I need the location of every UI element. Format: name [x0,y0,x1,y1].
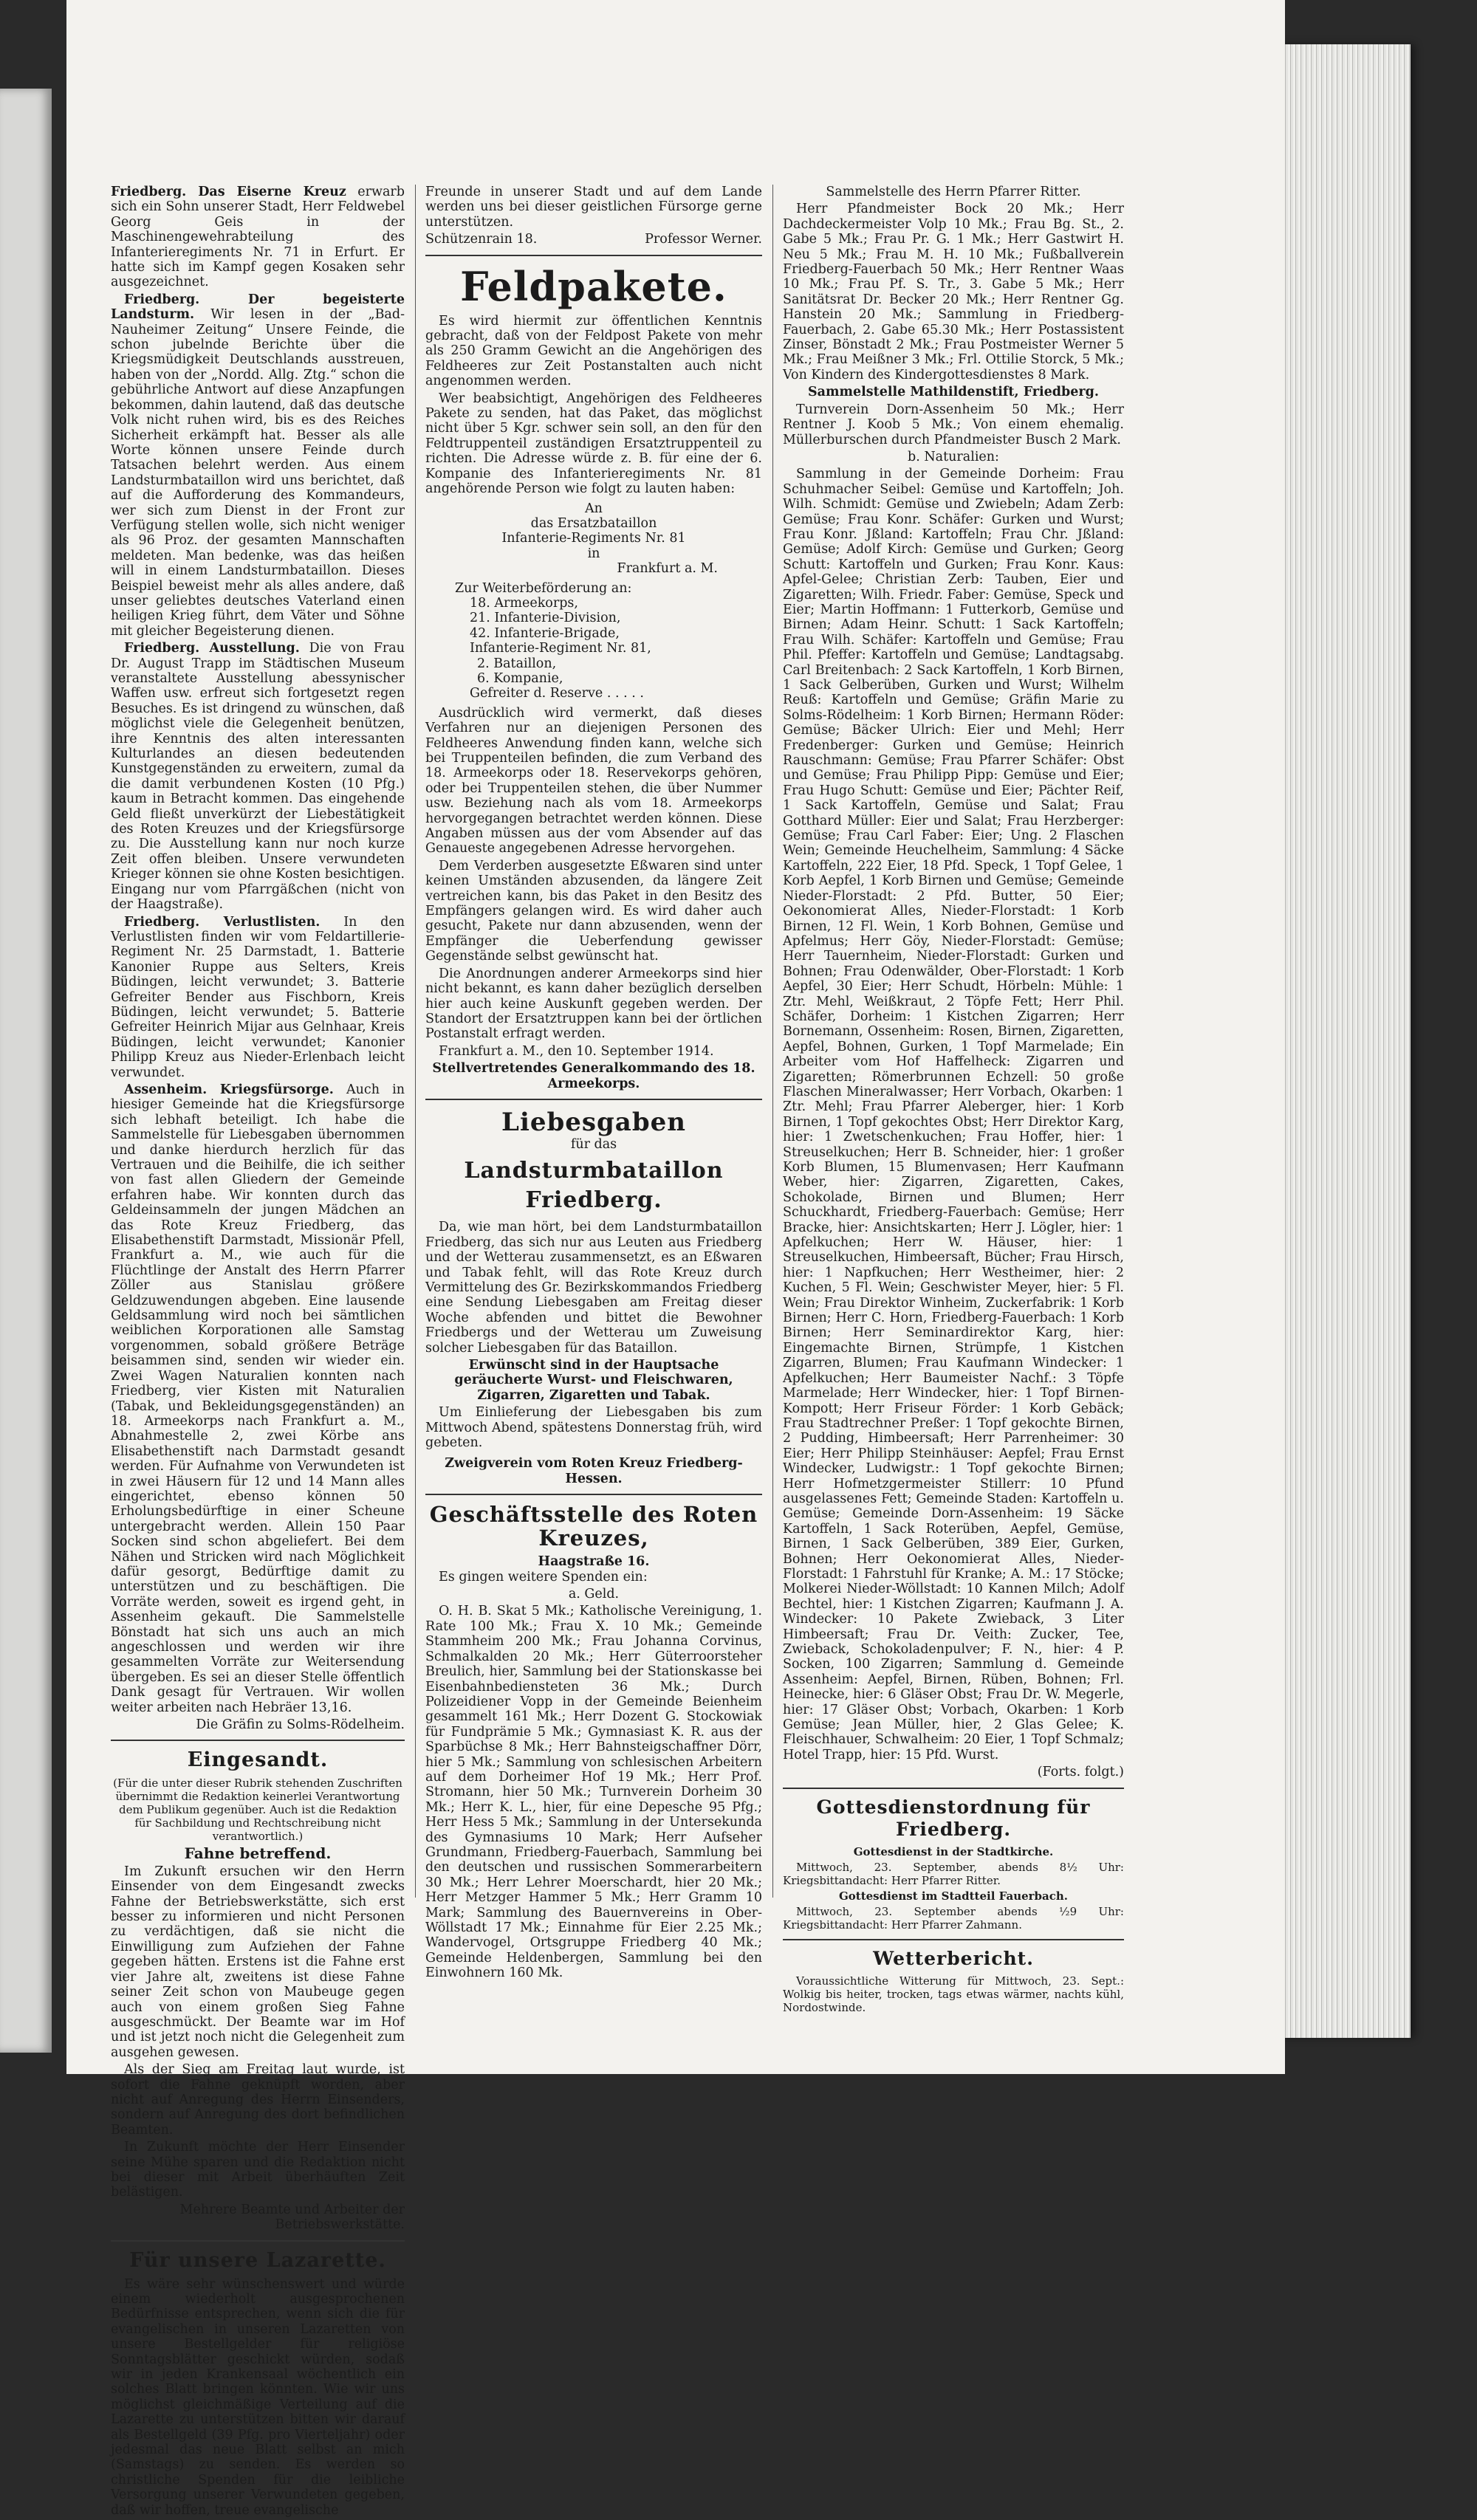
article-text: In den Verlustlisten finden wir vom Feldartillerie-Regiment Nr. 25 Darmstadt, 1. Batterie Kanonier Ruppe aus Selters, Kreis Büdingen, leicht verwundet; 3. Batterie Gefreiter Bender aus Fischborn, Kreis Büdingen, leicht verwundet; 5. Batterie Gefreiter Heinrich Mijar aus Gelnhaar, Kreis Büdingen, leicht verwundet; Kanonier Philipp Kreuz aus Nieder-Erlenbach leicht verwundet. [111,914,405,1080]
section-divider [111,2240,405,2242]
collection-list: Turnverein Dorn-Assenheim 50 Mk.; Herr Rentner J. Koob 5 Mk.; Von einem ehemalig. Müllerburschen durch Pfandmeister Busch 2 Mark. [783,402,1124,447]
donations-subheading: a. Geld. [568,1587,620,1602]
article-heading: Friedberg. Der begeisterte Landsturm. [111,292,405,323]
section-title-wetterbericht: Wetterbericht. [873,1947,1034,1969]
section-title-geschaeftsstelle: Geschäftsstelle des Roten Kreuzes, [429,1502,758,1551]
article-text: Auch in hiesiger Gemeinde hat die Kriegsfürsorge sich lebhaft beteiligt. Ich habe die Sammelstelle für Liebesgaben übernommen und danke hierdurch herzlich für das Vertrauen und die Beihilfe, die ich seither von fast allen Gliedern der Gemeinde erfahren habe. Wir konnten durch das Geldeinsammeln der jungen Mädchen an das Rote Kreuz Friedberg, das Elisabethenstift Darmstadt, Missionär Pfell, Frankfurt a. M., wie auch für die Flüchtlinge der Anstalt des Herrn Pfarrer Zöller aus Stanislau größere Geldzuwendungen abgeben. Eine lausende Geldsammlung wird noch bei sämtlichen weiblichen Korporationen alle Samstag vorgenommen, sobald größere Beträge beisammen sind, senden wir wieder ein. Zwei Wagen Naturalien konnten nach Friedberg, vier Kisten mit Naturalien (Tabak, und Bekleidungsgegenständen) an 18. Armeekorps nach Frankfurt a. M., Abnahmestelle 2, zwei Körbe ans Elisabethenstift nach Darmstadt gesandt werden. Für Aufnahme von Verwundeten ist in zwei Häusern für 12 und 14 Mann alles eingerichtet, ebenso können 50 Erholungsbedürftige in einer Scheune untergebracht werden. Allein 150 Paar Socken sind schon abgeliefert. Bei dem Nähen und Stricken wird nach Möglichkeit dafür gesorgt, Bedürftige damit zu unterstützen und zu beschäftigen. Die Vorräte werden, soweit es irgend geht, in Assenheim gekauft. Die Sammelstelle Bönstadt hat sich uns auch an mich angeschlossen und werden wir ihre gesammelten Vorräte zur Weitersendung übergeben. Es sei an dieser Stelle öffentlich Dank gesagt für Vertrauen. Wir wollen weiter arbeiten nach Hebräer 13,16. [111,1082,405,1715]
collection-subheading: b. Naturalien: [908,449,999,464]
article-text: Wir lesen in der „Bad-Nauheimer Zeitung“ Unsere Feinde, die schon jubelnde Berichte über die Kriegsmüdigkeit Deutschlands ausstreuen, haben von der „Nordd. Allg. Ztg.“ schon die gebührliche Antwort auf diese Anzapfungen bekommen, dahin lautend, daß das deutsche Volk nicht ruhen wird, bis es des Reiches Sicherheit erkämpft hat. Besser als alle Worte können unsere Feinde durch Tatsachen belehrt werden. Aus einem Landsturmbataillon wird uns berichtet, daß auf die Aufforderung des Kommandeurs, wer sich zum Dienst in der Front zur Verfügung stellen wolle, sich nicht weniger als 96 Proz. der gesamten Mannschaften meldeten. Man bedenke, was das heißen will in einem Landsturmbataillon. Dieses Beispiel beweist mehr als alles andere, daß unser geliebtes deutsches Vaterland einen heiligen Krieg führt, dem Väter und Söhne mit gleicher Begeisterung dienen. [111,307,405,639]
article-signature: Die Gräfin zu Solms-Rödelheim. [196,1717,405,1733]
collection-list: Herr Pfandmeister Bock 20 Mk.; Herr Dachdeckermeister Volp 10 Mk.; Frau Bg. St., 2. Gabe 5 Mk.; Frau Pr. G. 1 Mk.; Herr Gastwirt H. Neu 5 Mk.; Frau M. H. 10 Mk.; Fußballverein Friedberg-Fauerbach 50 Mk.; Herr Rentner Waas 10 Mk.; Frau Pf. S. Tr., 3. Gabe 5 Mk.; Herr Sanitätsrat Dr. Becker 20 Mk.; Herr Rentner Gg. Hanstein 20 Mk.; Sammlung in Friedberg-Fauerbach, 2. Gabe 65.30 Mk.; Herr Postassistent Zinser, Bönstadt 2 Mk.; Frau Postmeister Werner 5 Mk.; Frau Meißner 3 Mk.; Frl. Ottilie Storck, 5 Mk.; Von Kindern des Kindergottesdienstes 8 Mark. [783,202,1124,382]
section-divider [425,1494,762,1495]
notice-paragraph: Wer beabsichtigt, Angehörigen des Feldheeres Pakete zu senden, hat das Paket, das möglichst nicht über 5 Kgr. schwer sein soll, an den für den Feldtruppenteil zuständigen Ersatztruppenteil zu richten. Die Adresse würde z. B. für eine der 6. Kompanie des Infanterieregiments Nr. 81 angehörende Person wie folgt zu lauten haben: [425,391,762,497]
service-text: Mittwoch, 23. September abends ½9 Uhr: Kriegsbittandacht: Herr Pfarrer Zahmann. [783,1904,1124,1932]
forwarding-block [455,581,762,701]
letter-paragraph: In Zukunft möchte der Herr Einsender seine Mühe sparen und die Redaktion nicht bei dieser mit Arbeit überhäuften Zeit belästigen. [111,2140,405,2200]
editorial-note: (Für die unter dieser Rubrik stehenden Zuschriften übernimmt die Redaktion keinerlei Verantwortung dem Publikum gegenüber. Auch ist die Redaktion für Sachbildung und Rechtschreibung nicht verantwortlich.) [113,1776,402,1844]
section-title-feldpakete: Feldpakete. [460,262,727,310]
signature-place: Schützenrain 18. [425,232,538,247]
address-haagstrasse: Haagstraße 16. [538,1554,650,1570]
address-block [425,501,762,577]
signature-name: Professor Werner. [645,232,762,247]
article-ausstellung [111,641,405,912]
address-line: 18. Armeekorps, [470,595,578,611]
address-line: 2. Bataillon, [477,656,557,671]
section-title-liebesgaben: Liebesgaben [501,1107,686,1137]
subtitle-fuer-das: für das [570,1136,617,1152]
column-2 [425,185,762,1983]
section-title-gottesdienst: Gottesdienstordnung für Friedberg. [816,1796,1091,1840]
service-text: Mittwoch, 23. September, abends 8½ Uhr: Kriegsbittandacht: Herr Pfarrer Ritter. [783,1860,1124,1887]
article-heading: Assenheim. Kriegsfürsorge. [124,1082,334,1097]
section-divider [783,1788,1124,1789]
article-text: Es wäre sehr wünschenswert und würde einem wiederholt ausgesprochenen Bedürfnisse entsprechen, wenn sich die für evangelischen in unseren Lazaretten von unsere Bestellgelder für religiöse Sonntagsblätter geschickt würden, sodaß wir in jeden Krankensaal wöchentlich ein solches Blatt bringen könnten. Wie wir uns möglichst gleichmäßige Verteilung auf die Lazarette zu unterstützen bitten wir darauf als Bestellgeld (39 Pfg. pro Vierteljahr) oder jedesmal das neue Blatt selbst an mich (Samstags) zu senden. Es werden so christliche Spenden für die leibliche Versorgung unserer Verwundeten gegeben, daß wir hoffen, treue evangelische [111,2276,405,2518]
column-rule-1 [415,185,416,1898]
collection-list: Sammlung in der Gemeinde Dorheim: Frau Schuhmacher Seibel: Gemüse und Kartoffeln; Joh. Wilh. Schmidt: Gemüse und Zwiebeln; Adam Zerb: Gemüse; Frau Konr. Schäfer: Gurken und Wurst; Frau Konr. Jßland: Kartoffeln; Frau Chr. Jßland: Gemüse; Adolf Kirch: Gemüse und Gurken; Georg Schutt: Kartoffeln und Gurken; Frau Konr. Kaus: Apfel-Gelee; Christian Zerb: Tauben, Eier und Zigaretten; Wilh. Friedr. Faber: Gemüse, Speck und Eier; Martin Hoffmann: 1 Futterkorb, Gemüse und Birnen; Adam Heinr. Schutt: 1 Sack Kartoffeln; Frau Wilh. Schäfer: Kartoffeln und Gemüse; Frau Phil. Pfeffer: Kartoffeln und Gemüse; Landtagsabg. Carl Breitenbach: 2 Sack Kartoffeln, 1 Korb Birnen, 1 Sack Gelberüben, Gurken und Wurst; Wilhelm Reuß: Kartoffeln und Gemüse; Gräfin Marie zu Solms-Rödelheim: 1 Korb Birnen; Hermann Röder: Gemüse; Bäcker Ulrich: Eier und Mehl; Herr Fredenberger: Gurken und Gemüse; Heinrich Rauschmann: Gemüse; Frau Pfarrer Schäfer: Obst und Gemüse; Frau Philipp Pipp: Gemüse und Eier; Frau Hugo Schutt: Gemüse und Eier; Pächter Reif, 1 Sack Kartoffeln, Gemüse und Salat; Frau Gotthard Müller: Eier und Salat; Frau Herzberger: Gemüse; Frau Carl Faber: Eier; Ung. 2 Flaschen Wein; Gemeinde Heuchelheim, Sammlung: 4 Säcke Kartoffeln, 222 Eier, 18 Pfd. Speck, 1 Topf Gelee, 1 Korb Aepfel, 1 Korb Birnen und Gemüse; Gemeinde Nieder-Florstadt: 2 Pfd. Butter, 50 Eier; Oekonomierat Alles, Nieder-Florstadt: 1 Korb Birnen, 12 Fl. Wein, 1 Korb Bohnen, Gemüse und Apfelmus; Herr Göy, Nieder-Florstadt: Gemüse; Herr Tauernheim, Nieder-Florstadt: Gurken und Bohnen; Frau Odenwälder, Ober-Florstadt: 1 Korb Aepfel, 30 Eier; Herr Schudt, Hörbeln: Mühle: 1 Ztr. Mehl, Weißkraut, 2 Töpfe Fett; Herr Phil. Schäfer, Dorheim: 1 Kistchen Zigarren; Herr Bornemann, Ossenheim: Rosen, Birnen, Zigaretten, Aepfel, Bohnen, Gurken, 1 Topf Marmelade; Ein Arbeiter vom Hof Haffelheck: Zigarren und Zigaretten; Römerbrunnen Echzell: 50 große Flaschen Mineralwasser; Herr Vorbach, Okarben: 1 Ztr. Mehl; Frau Pfarrer Aleberger, hier: 1 Korb Birnen, 1 Topf gekochtes Obst; Herr Direktor Karg, hier: 1 Zwetschenkuchen; Frau Hoffer, hier: 1 Streuselkuchen; Herr B. Schneider, hier: 1 großer Korb Blumen, 15 Blumenvasen; Herr Kaufmann Weber, hier: Zigarren, Zigaretten, Cakes, Schokolade, Birnen und Blumen; Herr Schuckhardt, Friedberg-Fauerbach: Gemüse; Herr Bracke, hier: Ansichtskarten; Herr J. Lögler, hier: 1 Apfelkuchen; Herr W. Häuser, hier: 1 Streuselkuchen, Himbeersaft, Bücher; Frau Hirsch, hier: 1 Napfkuchen; Herr Westheimer, hier: 2 Kuchen, 5 Fl. Wein; Geschwister Meyer, hier: 5 Fl. Wein; Frau Direktor Winheim, Zuckerfabrik: 1 Korb Birnen; Herr C. Horn, Friedberg-Fauerbach: 1 Korb Birnen; Herr Seminardirektor Karg, hier: Eingemachte Birnen, Strümpfe, 1 Kistchen Zigarren, Blumen; Frau Kaufmann Windecker: 1 Apfelkuchen; Herr Baumeister Nachf.: 3 Töpfe Marmelade; Herr Windecker, hier: 1 Topf Birnen-Kompott; Herr Friseur Förder: 1 Korb Gebäck; Frau Stadtrechner Preßer: 1 Topf gekochte Birnen, 2 Pudding, Himbeersaft; Herr Parrenheimer: 30 Eier; Herr Philipp Steinhäuser: Aepfel; Frau Ernst Windecker, Ludwigstr.: 1 Topf gekochte Birnen; Herr Hofmetzgermeister Stillerr: 10 Pfund ausgelassenes Fett; Gemeinde Staden: Kartoffeln u. Gemüse; Gemeinde Dorn-Assenheim: 19 Säcke Kartoffeln, 1 Sack Roterüben, Aepfel, Gemüse, Birnen, 1 Sack Gelberüben, 389 Eier, Gurken, Bohnen; Herr Oekonomierat Alles, Nieder-Florstadt: 1 Fahrstuhl für Kranke; A. M.: 17 Stöcke; Molkerei Nieder-Wöllstadt: 10 Kannen Milch; Adolf Bechtel, hier: 1 Kistchen Zigarren; Kaufmann J. A. Windecker: 10 Pakete Zwieback, 3 Liter Himbeersaft; Frau Dr. Veith: Zucker, Tee, Zwieback, Schokoladenpulver; F. N., hier: 4 P. Socken, 100 Zigarren; Sammlung d. Gemeinde Assenheim: Aepfel, Birnen, Rüben, Bohnen; Frl. Heinecke, hier: 6 Gläser Obst; Frau Dr. W. Megerle, hier: 17 Gläser Obst; Vorbach, Okarben: 1 Korb Gemüse; Jean Müller, hier, 2 Glas Gelee; K. Fleischhauer, Schwalheim: 20 Eier, 1 Topf Schmalz; Hotel Trapp, hier: 15 Pfd. Wurst. [783,467,1124,1762]
address-line: 42. Infanterie-Brigade, [470,625,620,641]
section-title-landsturmbataillon: Landsturmbataillon Friedberg. [464,1158,724,1214]
donations-list: O. H. B. Skat 5 Mk.; Katholische Vereinigung, 1. Rate 100 Mk.; Frau X. 10 Mk.; Gemeinde Stammheim 200 Mk.; Frau Johanna Corvinus, Schmalkalden 20 Mk.; Herr Güterroorsteher Breulich, hier, Sammlung bei der Stationskasse bei Eisenbahnbediensteten 36 Mk.; Durch Polizeidiener Vopp in der Gemeinde Beienheim gesammelt 161 Mk.; Herr Dozent G. Stockowiak für Fundprämie 5 Mk.; Gymnasiast K. R. aus der Sparbüchse 8 Mk.; Herr Bahnsteigschaffner Dörr, hier 5 Mk.; Sammlung von schlesischen Arbeitern auf dem Dorheimer Hof 19 Mk.; Herr Prof. Stromann, hier 50 Mk.; Turnverein Dorheim 30 Mk.; Herr K. L., hier, für eine Depesche 95 Pfg.; Herr Hess 5 Mk.; Sammlung in der Untersekunda des Gymnasiums 10 Mark; Herr Aufseher Grundmann, Friedberg-Fauerbach, Sammlung bei den deutschen und russischen Sommerarbeitern 30 Mk.; Herr Lehrer Moerschardt, hier 20 Mk.; Herr Metzger Hammer 5 Mk.; Herr Gramm 10 Mark; Sammlung des Bauernvereins in Ober-Wöllstadt 17 Mk.; Einnahme für Eier 2.25 Mk.; Wandervogel, Ortsgruppe Friedberg 40 Mk.; Gemeinde Heldenbergen, Sammlung bei den Einwohnern 160 Mk. [425,1604,762,1981]
column-3 [783,185,1124,2016]
article-text: Die von Frau Dr. August Trapp im Städtischen Museum veranstaltete Ausstellung abessynischer Waffen usw. erfreut sich fortgesetzt regen Besuches. Es ist dringend zu wünschen, daß möglichst viele die Gelegenheit benützen, ihre Kenntnis des alten interessanten Kulturlandes an diesen bedeutenden Kunstgegenständen zu erweitern, zumal da die damit verbundenen Kosten (10 Pfg.) kaum in Betracht kommen. Das eingehende Geld fließt unverkürzt der Liebestätigkeit des Roten Kreuzes und der Kriegsfürsorge zu. Die Ausstellung kann nur noch kurze Zeit offen bleiben. Unsere verwundeten Krieger können sie ohne Kosten besichtigen. Eingang nur vom Pfarrgäßchen (nicht von der Haagstraße). [111,641,405,913]
address-line: An [585,501,603,516]
weather-text: Voraussichtliche Witterung für Mittwoch, 23. Sept.: Wolkig bis heiter, trocken, tags etwas wärmer, nachts kühl, Nordostwinde. [783,1974,1124,2014]
address-line: 21. Infanterie-Division, [470,611,621,626]
notice-paragraph: Es wird hiermit zur öffentlichen Kenntnis gebracht, daß von der Feldpost Pakete von mehr als 250 Gramm Gewicht an die Angehörigen des Feldheeres zur Zeit Postanstalten auch nicht angenommen werden. [425,313,762,389]
service-subheading: Gottesdienst im Stadtteil Fauerbach. [838,1889,1069,1903]
article-heading: Friedberg. Das Eiserne Kreuz [111,185,346,199]
letter-paragraph: Als der Sieg am Freitag laut wurde, ist sofort die Fahne geknüpft worden, aber nicht auf Anregung des Herrn Einsenders, sondern auf Anregung des dort befindlichen Beamten. [111,2062,405,2138]
subheading-fahne: Fahne betreffend. [184,1844,332,1863]
article-verlustlisten [111,915,405,1080]
address-line: Frankfurt a. M. [617,561,718,577]
section-divider [783,1939,1124,1940]
notice-date: Frankfurt a. M., den 10. September 1914. [439,1043,714,1059]
notice-paragraph: Dem Verderben ausgesetzte Eßwaren sind unter keinen Umständen abzusenden, da längere Zeit vertreichen kann, bis das Paket in den Besitz des Empfängers gelangen wird. Es wird daher auch gesucht, Pakete nur dann abzusenden, wenn der Empfänger die Ueberfendung gewisser Gegenstände selbst gewünscht hat. [425,858,762,964]
notice-paragraph: Ausdrücklich wird vermerkt, daß dieses Verfahren nur an diejenigen Personen des Feldheeres Anwendung finden kann, welche sich bei Truppenteilen befinden, die zum Verband des 18. Armeekorps oder 18. Reservekorps gehören, oder bei Truppenteilen stehen, die über Nummer usw. Beziehung nach als vom 18. Armeekorps hervorgegangen betrachtet werden können. Diese Angaben müssen aus der vom Absender auf das Genaueste angegebenen Adresse hervorgehen. [425,705,762,856]
article-eisernes-kreuz [111,185,405,290]
notice-signature: Stellvertretendes Generalkommando des 18. Armeekorps. [432,1061,755,1091]
address-line: Infanterie-Regiments Nr. 81 [501,531,686,546]
address-line: in [587,546,600,561]
column-1 [111,185,405,2520]
address-line: Infanterie-Regiment Nr. 81, [470,641,651,656]
continued-note: (Forts. folgt.) [1037,1765,1124,1780]
appeal-bold: Erwünscht sind in der Hauptsache geräucherte Wurst- und Fleischwaren, Zigarren, Zigaretten und Tabak. [454,1358,733,1403]
address-line: 6. Kompanie, [477,670,563,686]
article-text: erwarb sich ein Sohn unserer Stadt, Herr Feldwebel Georg Geis in der Maschinengewehrabteilung des Infanterieregiments Nr. 71 in Erfurt. Er hatte sich im Kampf gegen Kosaken sehr ausgezeichnet. [111,185,405,290]
section-divider [425,1099,762,1100]
column-rule-2 [772,185,773,1898]
section-title-eingesandt: Eingesandt. [187,1748,329,1772]
address-line: Gefreiter d. Reserve . . . . . [470,686,644,701]
section-title-lazarette: Für unsere Lazarette. [129,2248,386,2272]
article-landsturm [111,292,405,639]
appeal-paragraph: Da, wie man hört, bei dem Landsturmbataillon Friedberg, das sich nur aus Leuten aus Friedberg und der Wetterau zusammensetzt, es an Eßwaren und Tabak fehlt, will das Rote Kreuz durch Vermittelung des Gr. Bezirkskommandos Friedberg eine Sendung Liebesgaben am Freitag dieser Woche abfenden und bittet die Bewohner Friedbergs und der Wetterau um Zuweisung solcher Liebesgaben für das Bataillon. [425,1220,763,1356]
section-divider [425,255,762,256]
appeal-signature: Zweigverein vom Roten Kreuz Friedberg-Hessen. [445,1456,743,1486]
collection-heading: Sammelstelle Mathildenstift, Friedberg. [808,385,1099,400]
notice-paragraph: Die Anordnungen anderer Armeekorps sind hier nicht bekannt, es kann daher bezüglich derselben hier auch keine Auskunft gegeben werden. Der Standort der Ersatztruppen kann bei der örtlichen Postanstalt erfragt werden. [425,966,762,1042]
collection-heading: Sammelstelle des Herrn Pfarrer Ritter. [826,185,1081,199]
letter-signature: Mehrere Beamte und Arbeiter der Betriebswerkstätte. [179,2202,405,2233]
article-signature-row [425,232,762,247]
section-divider [111,1740,405,1741]
left-page-edge [0,89,52,2053]
article-heading: Friedberg. Ausstellung. [124,641,300,656]
donations-intro: Es gingen weitere Spenden ein: [439,1569,648,1585]
address-line: das Ersatzbataillon [530,515,657,531]
service-subheading: Gottesdienst in der Stadtkirche. [853,1844,1054,1858]
article-assenheim [111,1082,405,1715]
address-line: Zur Weiterbeförderung an: [455,580,632,596]
appeal-paragraph: Um Einlieferung der Liebesgaben bis zum Mittwoch Abend, spätestens Donnerstag früh, wird gebeten. [425,1405,762,1451]
article-heading: Friedberg. Verlustlisten. [124,914,321,930]
letter-paragraph: Im Zukunft ersuchen wir den Herrn Einsender von dem Eingesandt zwecks Fahne der Betriebswerkstätte, sich erst besser zu informieren und nicht Personen zu verdächtigen, daß sie nicht die Einwilligung zum Aufziehen der Fahne gegeben hätten. Erstens ist die Fahne erst vier Jahre alt, zweitens ist diese Fahne seiner Zeit schon von Maubeuge gegen auch von einem großen Sieg Fahne ausgeschmückt. Der Beamte war im Hof und ist jetzt noch nicht die Gelegenheit zum ausgehen gewesen. [111,1864,405,2060]
article-continuation: Freunde in unserer Stadt und auf dem Lande werden uns bei dieser geistlichen Fürsorge gerne unterstützen. [425,185,762,230]
